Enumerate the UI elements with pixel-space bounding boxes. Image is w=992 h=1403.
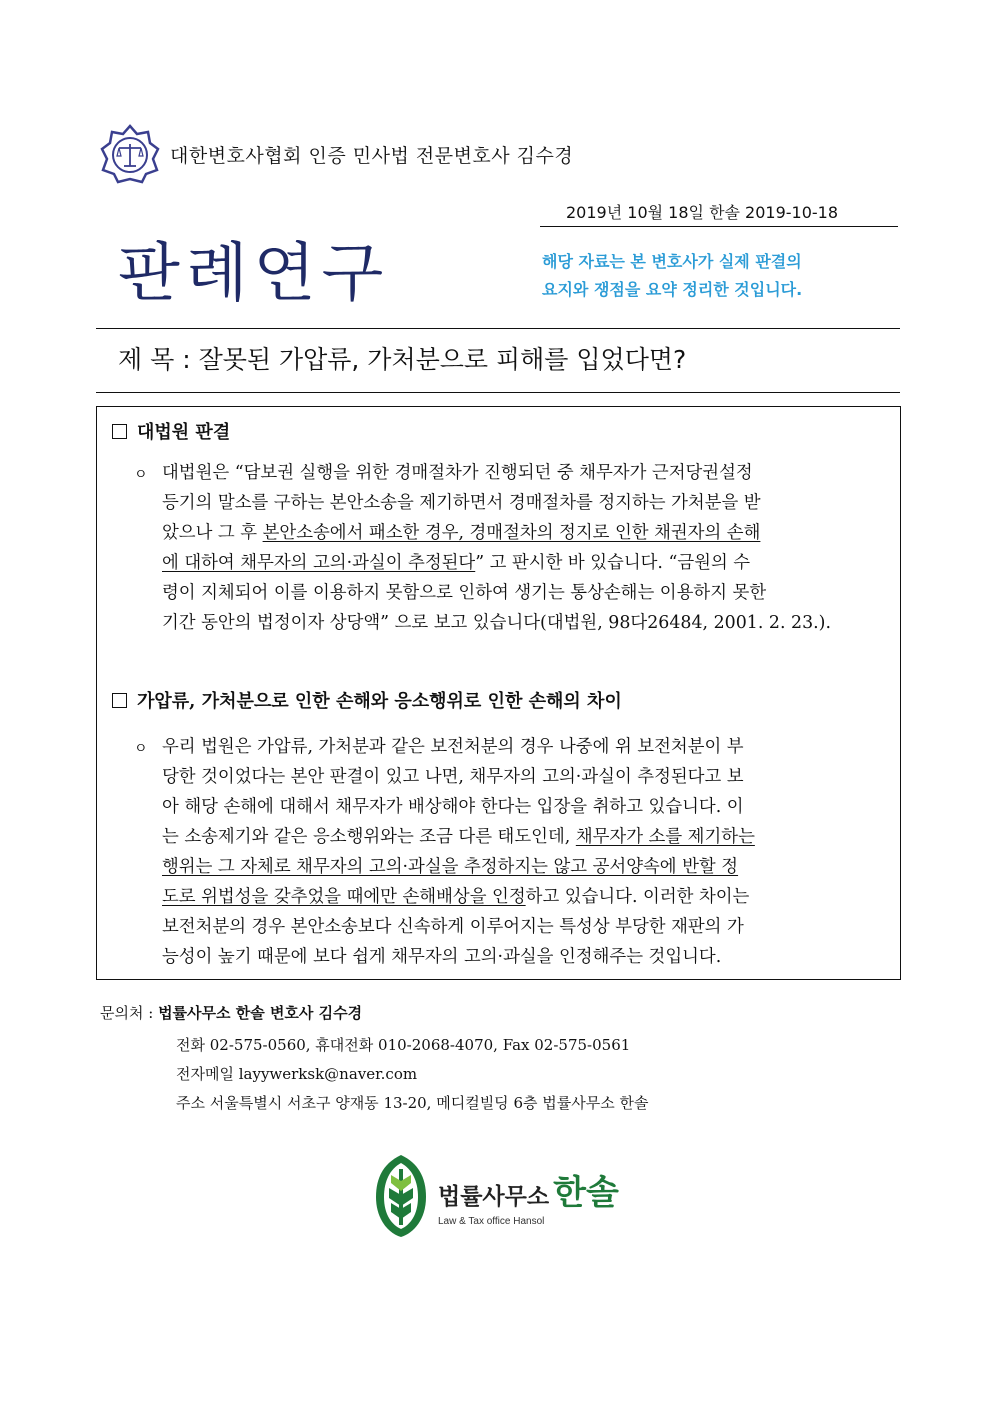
underlined-text: 에 대하여 채무자의 고의·과실이 추정된다	[162, 553, 476, 573]
section1-paragraph	[162, 458, 896, 638]
contact-email[interactable]: 전자메일 layywerksk@naver.com	[176, 1065, 418, 1083]
paragraph-line: 등기의 말소를 구하는 본안소송을 제기하면서 경매절차를 정지하는 가처분을 받	[162, 493, 761, 513]
section-heading-difference	[112, 687, 622, 713]
notice-line-2: 요지와 쟁점을 요약 정리한 것입니다.	[542, 280, 803, 299]
leaf-logo-icon	[374, 1153, 428, 1239]
paragraph-line: 능성이 높기 때문에 보다 쉽게 채무자의 고의·과실을 인정해주는 것입니다.	[162, 947, 722, 967]
contact-address: 주소 서울특별시 서초구 양재동 13-20, 메디컬빌딩 6층 법률사무소 한솔	[176, 1094, 649, 1112]
bar-association-seal-icon	[100, 124, 160, 184]
paragraph-line: 아 해당 손해에 대해서 채무자가 배상해야 한다는 입장을 취하고 있습니다. 이	[162, 797, 744, 817]
firm-logo	[374, 1153, 619, 1239]
section2-heading-text: 가압류, 가처분으로 인한 손해와 응소행위로 인한 손해의 차이	[137, 691, 622, 712]
bullet-icon: ㅇ	[134, 467, 148, 483]
contact-label: 문의처 :	[100, 1004, 159, 1022]
section1-heading-text: 대법원 판결	[137, 422, 231, 443]
underlined-text: 행위는 그 자체로 채무자의 고의·과실을 추정하지는 않고 공서양속에 반할 정	[162, 857, 739, 877]
paragraph-line: 도로 위법성을 갖추었을 때에만 손해배상을 인정하고 있습니다. 이러한 차이는	[162, 887, 750, 907]
logo-name-hansol: 한솔	[553, 1173, 619, 1213]
paragraph-line: 령이 지체되어 이를 이용하지 못함으로 인하여 생기는 통상손해는 이용하지 못한	[162, 583, 767, 603]
paragraph-line: 았으나 그 후 본안소송에서 패소한 경우, 경매절차의 정지로 인한 채권자의 손해	[162, 523, 761, 543]
date-line: 2019년 10월 18일 한솔 2019-10-18	[540, 200, 898, 227]
subject-line: 제 목 : 잘못된 가압류, 가처분으로 피해를 입었다면?	[118, 345, 687, 374]
bullet-icon: ㅇ	[134, 741, 148, 757]
notice-text	[542, 248, 802, 304]
underlined-text: 도로 위법성을 갖추었을 때에만 손해배상을 인정	[162, 887, 526, 907]
paragraph-line: 대법원은 “담보권 실행을 위한 경매절차가 진행되던 중 채무자가 근저당권설정	[162, 463, 753, 483]
divider-bottom	[96, 392, 900, 393]
section2-paragraph	[162, 732, 896, 972]
paragraph-line: 우리 법원은 가압류, 가처분과 같은 보전처분의 경우 나중에 위 보전처분이 부	[162, 737, 744, 757]
paragraph-line: 당한 것이었다는 본안 판결이 있고 나면, 채무자의 고의·과실이 추정된다고 보	[162, 767, 744, 787]
contact-heading	[100, 998, 362, 1028]
checkbox-square-icon	[112, 693, 127, 708]
contact-phone: 전화 02-575-0560, 휴대전화 010-2068-4070, Fax 02-575-0561	[176, 1036, 631, 1054]
notice-line-1: 해당 자료는 본 변호사가 실제 판결의	[542, 252, 802, 271]
header-author	[100, 124, 573, 184]
section-heading-supreme-court	[112, 418, 230, 444]
author-line: 대한변호사협회 인증 민사법 전문변호사 김수경	[170, 144, 574, 167]
underlined-text: 본안소송에서 패소한 경우, 경매절차의 정지로 인한 채권자의 손해	[262, 523, 761, 543]
paragraph-line: 에 대하여 채무자의 고의·과실이 추정된다” 고 판시한 바 있습니다. “금원의 수	[162, 553, 751, 573]
logo-name-english: Law & Tax office Hansol	[438, 1216, 545, 1227]
paragraph-line: 보전처분의 경우 본안소송보다 신속하게 이루어지는 특성상 부당한 재판의 가	[162, 917, 744, 937]
logo-name-office: 법률사무소	[438, 1184, 550, 1210]
paragraph-line: 는 소송제기와 같은 응소행위와는 조금 다른 태도인데, 채무자가 소를 제기하는	[162, 827, 755, 847]
document-title: 판례연구	[118, 237, 390, 311]
checkbox-square-icon	[112, 424, 127, 439]
divider-top	[96, 328, 900, 329]
paragraph-line: 기간 동안의 법정이자 상당액” 으로 보고 있습니다(대법원, 98다26484, 2001. 2. 23.).	[162, 613, 831, 633]
underlined-text: 채무자가 소를 제기하는	[575, 827, 755, 847]
contact-firm: 법률사무소 한솔 변호사 김수경	[158, 1004, 363, 1022]
logo-text	[438, 1165, 619, 1227]
